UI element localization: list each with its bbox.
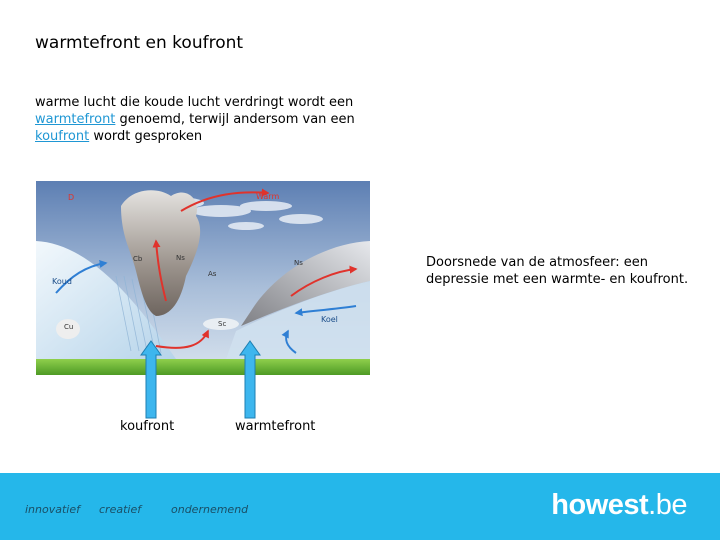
brand-name: howest (551, 489, 649, 521)
ground-strip (36, 359, 370, 375)
slogan-ondernemend: ondernemend (171, 503, 249, 516)
label-warm: Warm (256, 192, 280, 201)
label-sc: Sc (218, 320, 227, 328)
intro-part-3: wordt gesproken (89, 129, 203, 144)
brand-tld: .be (648, 489, 687, 521)
label-as: As (208, 270, 217, 278)
warmtefront-label: warmtefront (235, 419, 316, 434)
label-cu: Cu (64, 323, 74, 331)
intro-part-2: genoemd, terwijl andersom van een (115, 112, 355, 127)
intro-part-1: warme lucht die koude lucht verdringt wordt een (35, 95, 354, 110)
slogan-creatief: creatief (99, 503, 142, 516)
label-cool: Koel (321, 315, 338, 324)
warmtefront-link[interactable]: warmtefront (35, 112, 116, 127)
howest-logo (551, 489, 687, 522)
label-cb: Cb (133, 255, 143, 263)
slide-title: warmtefront en koufront (35, 33, 244, 53)
intro-text (35, 94, 405, 145)
label-ns-right: Ns (294, 259, 303, 267)
diagram-caption: Doorsnede van de atmosfeer: een depressie met een warmte- en koufront. (426, 255, 689, 287)
footer-bar (0, 473, 720, 540)
label-cold: Koud (52, 277, 72, 286)
koufront-link[interactable]: koufront (35, 129, 90, 144)
label-corner: D (68, 193, 75, 202)
label-ns-left: Ns (176, 254, 185, 262)
koufront-label: koufront (120, 419, 175, 434)
atmosphere-cross-section-diagram (36, 181, 370, 375)
slogan-innovatief: innovatief (25, 503, 80, 516)
